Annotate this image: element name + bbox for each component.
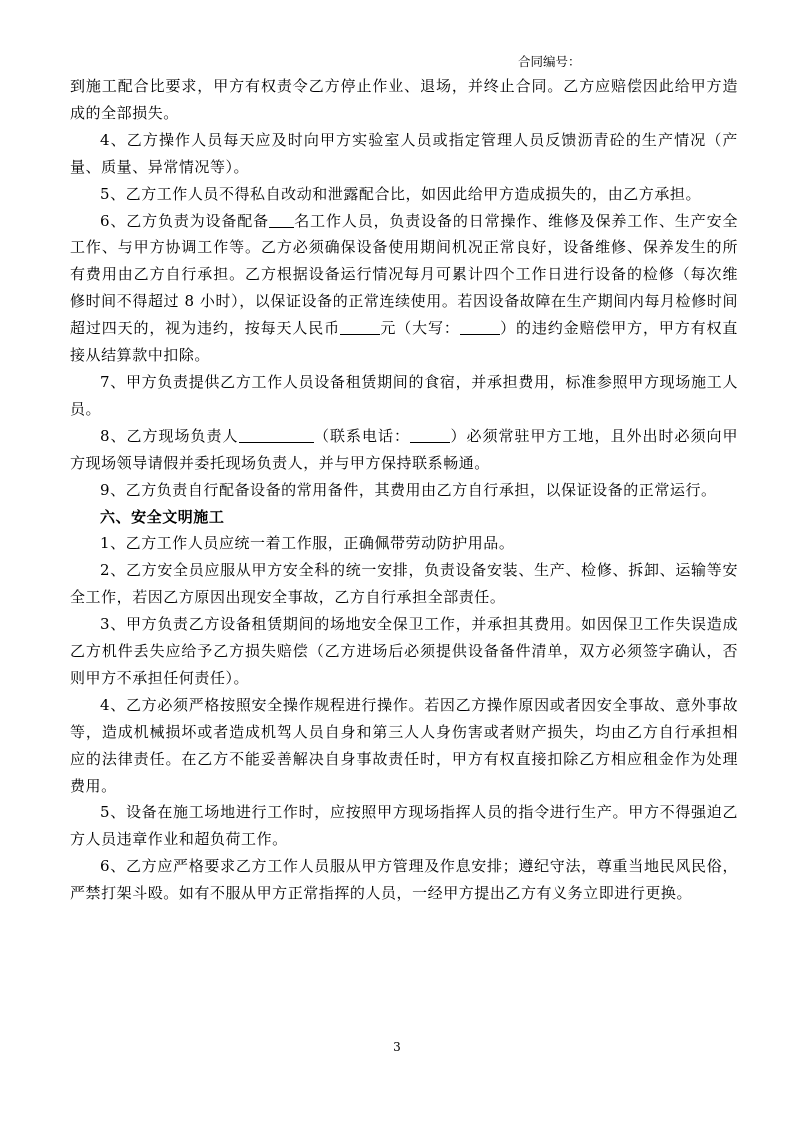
clause-6-4: 4、乙方必须严格按照安全操作规程进行操作。若因乙方操作原因或者因安全事故、意外事故等，造成机械损坏或者造成机驾人员自身和第三人人身伤害或者财产损失，均由乙方自行承担相应的法律责任。在乙方不能妥善解决自身事故责任时，甲方有权直接扣除乙方相应租金作为处理费用。	[70, 695, 738, 795]
penalty-amount-blank	[340, 318, 380, 335]
clause-5-7: 7、甲方负责提供乙方工作人员设备租赁期间的食宿，并承担费用，标准参照甲方现场施工人员。	[70, 372, 738, 418]
page-number: 3	[393, 1040, 401, 1054]
site-manager-blank	[239, 426, 314, 443]
section-heading-safety: 六、安全文明施工	[100, 507, 225, 526]
clause-5-6-part-a: 6、乙方负责为设备配备	[100, 211, 269, 230]
clause-5-6-part-d: ）的违约金赔偿甲方，甲方有权直接从结算款中扣除。	[70, 319, 738, 365]
clause-5-9: 9、乙方负责自行配备设备的常用备件，其费用由乙方自行承担，以保证设备的正常运行。	[100, 480, 717, 499]
clause-5-6-part-b: 名工作人员，负责设备的日常操作、维修及保养工作、生产安全工作、与甲方协调工作等。乙方必须确保设备使用期间机况正常良好，设备维修、保养发生的所有费用由乙方自行承担。乙方根据设备运行情况每月可累计四个工作日进行设备的检修（每次维修时间不得超过 8 小时），以保证设备的正常连续使用。若因设备故障在生产期间内每月检修时间超过四天的，视为违约，按每天人民币	[70, 211, 738, 338]
clause-6-2: 2、乙方安全员应服从甲方安全科的统一安排，负责设备安装、生产、检修、拆卸、运输等安全工作，若因乙方原因出现安全事故，乙方自行承担全部责任。	[70, 561, 738, 607]
clause-5-4: 4、乙方操作人员每天应及时向甲方实验室人员或指定管理人员反馈沥青砼的生产情况（产量、质量、异常情况等）。	[70, 130, 738, 176]
paragraph-continuation: 到施工配合比要求，甲方有权责令乙方停止作业、退场，并终止合同。乙方应赔偿因此给甲方造成的全部损失。	[70, 77, 738, 122]
clause-5-6-part-c: 元（大写：	[380, 319, 460, 338]
clause-6-6: 6、乙方应严格要求乙方工作人员服从甲方管理及作息安排；遵纪守法，尊重当地民风民俗，严禁打架斗殴。如有不服从甲方正常指挥的人员，一经甲方提出乙方有义务立即进行更换。	[70, 857, 738, 903]
clause-6-5: 5、设备在施工场地进行工作时，应按照甲方现场指挥人员的指令进行生产。甲方不得强迫乙方人员违章作业和超负荷工作。	[70, 803, 738, 849]
document-body	[70, 73, 738, 907]
penalty-amount-words-blank	[460, 318, 500, 335]
clause-5-5: 5、乙方工作人员不得私自改动和泄露配合比，如因此给甲方造成损失的，由乙方承担。	[100, 184, 701, 203]
clause-6-3: 3、甲方负责乙方设备租赁期间的场地安全保卫工作，并承担其费用。如因保卫工作失误造成乙方机件丢失应给予乙方损失赔偿（乙方进场后必须提供设备备件清单，双方必须签字确认，否则甲方不承担任何责任）。	[70, 615, 738, 687]
clause-5-8-part-c: ）必须常驻甲方工地，且外出时必须向甲方现场领导请假并委托现场负责人，并与甲方保持联系畅通。	[70, 426, 738, 472]
staff-count-blank	[269, 211, 294, 228]
contract-number-label: 合同编号：	[518, 54, 581, 69]
clause-5-6	[70, 208, 738, 369]
contact-phone-blank	[410, 426, 450, 443]
clause-5-8-part-a: 8、乙方现场负责人	[100, 426, 239, 445]
clause-5-8	[70, 423, 738, 477]
clause-6-1: 1、乙方工作人员应统一着工作服，正确佩带劳动防护用品。	[100, 534, 515, 553]
clause-5-8-part-b: （联系电话：	[313, 426, 410, 445]
